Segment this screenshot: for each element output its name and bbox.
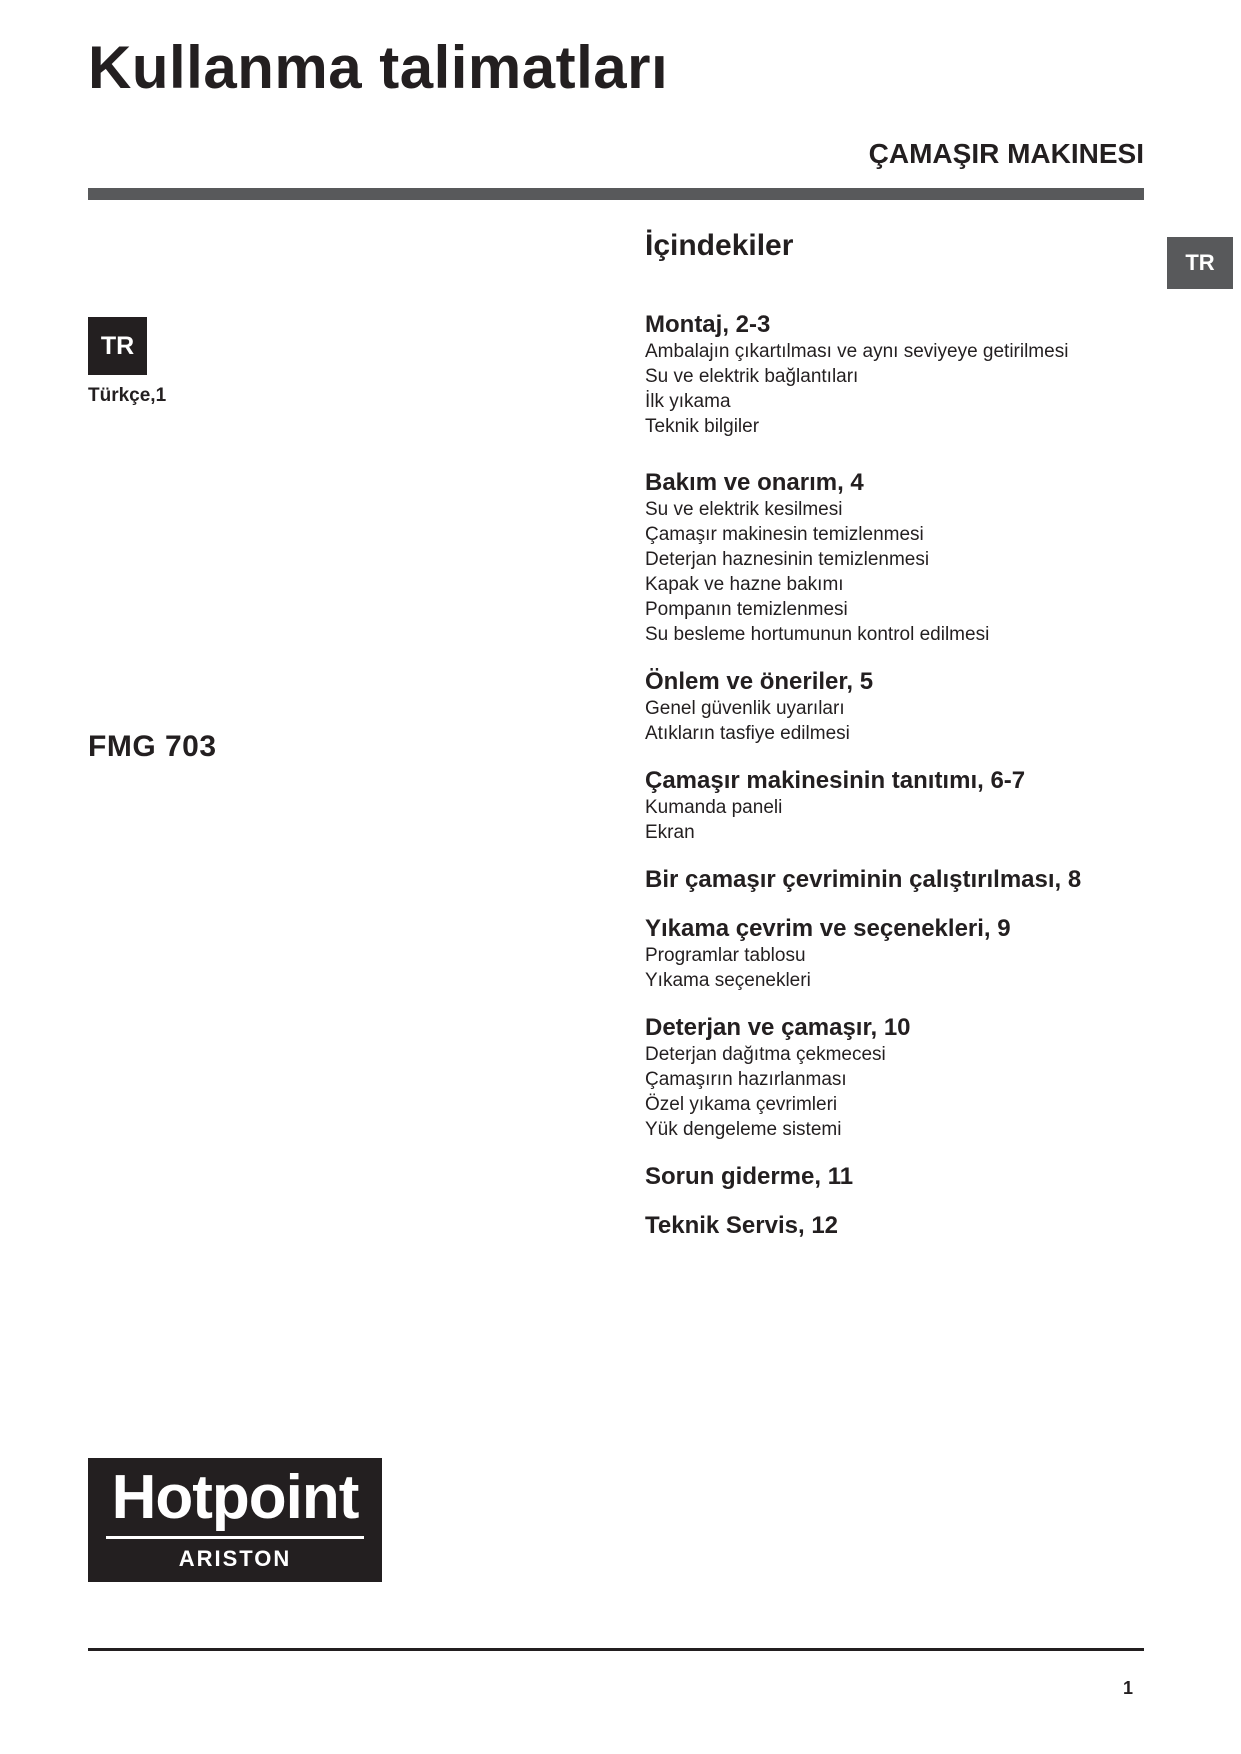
toc-section	[645, 1211, 1205, 1240]
toc-item: Pompanın temizlenmesi	[645, 599, 848, 620]
toc-section-title: Yıkama çevrim ve seçenekleri, 9	[645, 915, 1011, 942]
toc-section-title: Bakım ve onarım, 4	[645, 469, 864, 496]
toc-item: Deterjan dağıtma çekmecesi	[645, 1044, 886, 1065]
toc-item: Yük dengeleme sistemi	[645, 1119, 842, 1140]
language-side-tab: TR	[1167, 237, 1233, 289]
toc-item: Ambalajın çıkartılması ve aynı seviyeye getirilmesi	[645, 341, 1069, 362]
toc-item: Su ve elektrik kesilmesi	[645, 499, 843, 520]
toc-item: İlk yıkama	[645, 391, 731, 412]
toc-item: Kumanda paneli	[645, 797, 783, 818]
header-divider	[88, 188, 1144, 200]
toc-section-title: Bir çamaşır çevriminin çalıştırılması, 8	[645, 866, 1082, 893]
toc-item: Yıkama seçenekleri	[645, 970, 811, 991]
toc-section	[645, 1013, 1205, 1142]
language-label: Türkçe,1	[88, 385, 167, 406]
table-of-contents	[645, 310, 1205, 1240]
toc-item: Çamaşır makinesin temizlenmesi	[645, 524, 924, 545]
toc-section	[645, 468, 1205, 647]
toc-section-title: Önlem ve öneriler, 5	[645, 668, 874, 695]
document-title: Kullanma talimatları	[88, 34, 669, 101]
product-type: ÇAMAŞIR MAKINESI	[868, 138, 1144, 169]
toc-section	[645, 1162, 1205, 1191]
language-badge: TR	[88, 317, 147, 375]
toc-item: Kapak ve hazne bakımı	[645, 574, 844, 595]
toc-item: Teknik bilgiler	[645, 416, 760, 437]
toc-item: Atıkların tasfiye edilmesi	[645, 723, 850, 744]
toc-item: Özel yıkama çevrimleri	[645, 1094, 838, 1115]
toc-item: Çamaşırın hazırlanması	[645, 1069, 847, 1090]
toc-item: Su ve elektrik bağlantıları	[645, 366, 859, 387]
toc-section-title: Teknik Servis, 12	[645, 1212, 839, 1239]
toc-item: Genel güvenlik uyarıları	[645, 698, 845, 719]
toc-section	[645, 310, 1205, 439]
logo-brand-text: Hotpoint	[111, 1463, 359, 1532]
brand-logo	[88, 1458, 382, 1582]
toc-section-title: Çamaşır makinesinin tanıtımı, 6-7	[645, 767, 1026, 794]
toc-item: Ekran	[645, 822, 695, 843]
toc-section	[645, 766, 1205, 845]
toc-heading: İçindekiler	[645, 229, 794, 262]
logo-divider	[106, 1536, 364, 1539]
toc-section-title: Sorun giderme, 11	[645, 1163, 854, 1190]
logo-sub-text: ARISTON	[178, 1546, 292, 1571]
toc-item: Deterjan haznesinin temizlenmesi	[645, 549, 930, 570]
toc-section	[645, 667, 1205, 746]
toc-section-title: Montaj, 2-3	[645, 311, 771, 338]
toc-section	[645, 914, 1205, 993]
toc-item: Su besleme hortumunun kontrol edilmesi	[645, 624, 990, 645]
toc-section	[645, 865, 1205, 894]
toc-item: Programlar tablosu	[645, 945, 806, 966]
toc-section-title: Deterjan ve çamaşır, 10	[645, 1014, 911, 1041]
model-number: FMG 703	[88, 730, 217, 763]
footer-divider	[88, 1648, 1144, 1651]
page-number: 1	[1122, 1678, 1133, 1698]
